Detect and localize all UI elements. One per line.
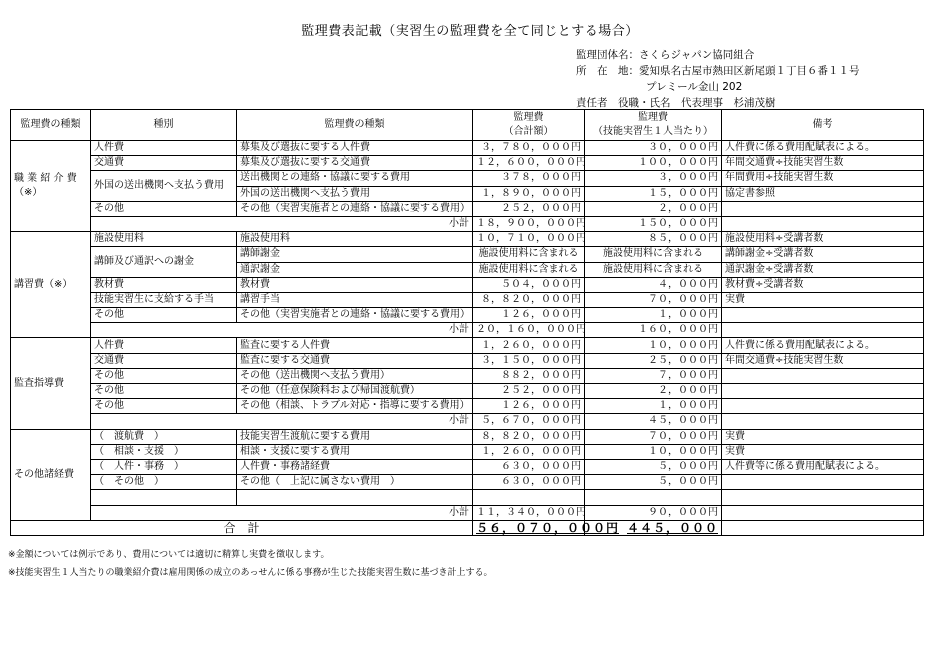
table-row	[11, 368, 924, 383]
table-row	[11, 444, 924, 459]
remarks-cell	[722, 201, 924, 216]
remarks-cell: 人件費に係る費用配賦表による。	[722, 338, 924, 353]
subtotal-label: 小計	[91, 216, 473, 231]
fee-kind-cell: 募集及び選抜に要する人件費	[237, 141, 473, 156]
subtotal-label: 小計	[91, 505, 473, 520]
table-row	[11, 338, 924, 353]
remarks-cell	[722, 308, 924, 323]
header-type: 種別	[91, 110, 237, 141]
grand-total-per-trainee: ４４５，０００	[585, 520, 722, 535]
subtotal-label: 小計	[91, 323, 473, 338]
total-amount-cell: 施設使用料に含まれる	[473, 262, 585, 277]
subtotal-per-trainee-cell: ４５，０００円	[585, 414, 722, 429]
remarks-cell: 実費	[722, 292, 924, 307]
table-row	[11, 171, 924, 186]
table-row	[11, 459, 924, 474]
per-trainee-amount-cell: ７０，０００円	[585, 292, 722, 307]
table-row	[11, 353, 924, 368]
fee-type-cell: 技能実習生に支給する手当	[91, 292, 237, 307]
fee-kind-cell: その他（実習実施者との連絡・協議に要する費用）	[237, 201, 473, 216]
per-trainee-amount-cell: 施設使用料に含まれる	[585, 247, 722, 262]
table-row	[11, 141, 924, 156]
fee-type-cell: その他	[91, 399, 237, 414]
org-name: 監理団体名：さくらジャパン協同組合	[576, 49, 755, 61]
subtotal-total-cell: ２０，１６０，０００円	[473, 323, 585, 338]
table-row	[11, 247, 924, 262]
fee-kind-cell: 外国の送出機関へ支払う費用	[237, 186, 473, 201]
fee-type-cell: 人件費	[91, 141, 237, 156]
total-amount-cell: ２５２，０００円	[473, 384, 585, 399]
subtotal-total-cell: ５，６７０，０００円	[473, 414, 585, 429]
table-row	[11, 384, 924, 399]
header-category: 監理費の種類	[11, 110, 91, 141]
fee-category-cell: 監査指導費	[11, 338, 91, 429]
subtotal-per-trainee-cell: １５０，０００円	[585, 216, 722, 231]
per-trainee-amount-cell: ５，０００円	[585, 475, 722, 490]
table-row	[11, 277, 924, 292]
table-row	[11, 429, 924, 444]
grand-total-amount: ５６，０７０，０００円	[473, 520, 585, 535]
per-trainee-amount-cell: １５，０００円	[585, 186, 722, 201]
per-trainee-amount-cell: 施設使用料に含まれる	[585, 262, 722, 277]
per-trainee-amount-cell: ５，０００円	[585, 459, 722, 474]
fee-type-cell: （ その他 ）	[91, 475, 237, 490]
per-trainee-amount-cell: ７，０００円	[585, 368, 722, 383]
fee-type-cell: （ 渡航費 ）	[91, 429, 237, 444]
total-amount-cell: １，８９０，０００円	[473, 186, 585, 201]
footnotes	[8, 546, 492, 582]
fee-kind-cell: 相談・支援に要する費用	[237, 444, 473, 459]
total-amount-cell: １，２６０，０００円	[473, 338, 585, 353]
fee-type-cell	[91, 490, 237, 505]
subtotal-per-trainee-cell: ９０，０００円	[585, 505, 722, 520]
table-row	[11, 156, 924, 171]
fee-type-cell: 教材費	[91, 277, 237, 292]
grand-total-row	[11, 520, 924, 535]
fee-type-cell: 講師及び通訳への謝金	[91, 247, 237, 277]
fee-kind-cell: 講師謝金	[237, 247, 473, 262]
total-amount-cell: ８８２，０００円	[473, 368, 585, 383]
table-row	[11, 490, 924, 505]
total-amount-cell: ８，８２０，０００円	[473, 292, 585, 307]
fee-kind-cell: 通訳謝金	[237, 262, 473, 277]
remarks-cell	[722, 216, 924, 231]
remarks-cell	[722, 384, 924, 399]
fee-type-cell: 人件費	[91, 338, 237, 353]
fee-type-cell: 交通費	[91, 156, 237, 171]
header-total: 監理費 （合計額）	[473, 110, 585, 141]
total-amount-cell: ５０４，０００円	[473, 277, 585, 292]
total-amount-cell: １２６，０００円	[473, 308, 585, 323]
footnote: ※技能実習生１人当たりの職業紹介費は雇用関係の成立のあっせんに係る事務が生じた技能実習生数に基づき計上する。	[8, 568, 493, 578]
total-amount-cell: ２５２，０００円	[473, 201, 585, 216]
total-amount-cell: １２６，０００円	[473, 399, 585, 414]
table-row	[11, 308, 924, 323]
header-kind: 監理費の種類	[237, 110, 473, 141]
remarks-cell: 年間費用÷技能実習生数	[722, 171, 924, 186]
subtotal-row	[11, 323, 924, 338]
table-row	[11, 399, 924, 414]
total-amount-cell: ３，１５０，０００円	[473, 353, 585, 368]
remarks-cell	[722, 490, 924, 505]
remarks-cell	[722, 414, 924, 429]
header-remarks: 備考	[722, 110, 924, 141]
fee-kind-cell: 教材費	[237, 277, 473, 292]
per-trainee-amount-cell: １０，０００円	[585, 444, 722, 459]
per-trainee-amount-cell: １，０００円	[585, 308, 722, 323]
total-amount-cell: １，２６０，０００円	[473, 444, 585, 459]
fee-type-cell: その他	[91, 384, 237, 399]
fee-category-cell: その他諸経費	[11, 429, 91, 520]
remarks-cell: 年間交通費÷技能実習生数	[722, 156, 924, 171]
per-trainee-amount-cell: １，０００円	[585, 399, 722, 414]
fee-kind-cell	[237, 490, 473, 505]
per-trainee-amount-cell: ２，０００円	[585, 384, 722, 399]
fee-type-cell: その他	[91, 201, 237, 216]
remarks-cell: 施設使用料÷受講者数	[722, 232, 924, 247]
fee-type-cell: （ 相談・支援 ）	[91, 444, 237, 459]
remarks-cell: 人件費に係る費用配賦表による。	[722, 141, 924, 156]
org-address-building: プレミール金山 202	[646, 81, 743, 93]
fee-kind-cell: その他（ 上記に属さない費用 ）	[237, 475, 473, 490]
fee-kind-cell: その他（送出機関へ支払う費用）	[237, 368, 473, 383]
subtotal-row	[11, 505, 924, 520]
fee-type-cell: 外国の送出機関へ支払う費用	[91, 171, 237, 201]
per-trainee-amount-cell	[585, 490, 722, 505]
remarks-cell	[722, 368, 924, 383]
subtotal-row	[11, 414, 924, 429]
per-trainee-amount-cell: ３０，０００円	[585, 141, 722, 156]
per-trainee-amount-cell: １０，０００円	[585, 338, 722, 353]
fee-kind-cell: その他（任意保険料および帰国渡航費）	[237, 384, 473, 399]
remarks-cell	[722, 399, 924, 414]
total-amount-cell: ３，７８０，０００円	[473, 141, 585, 156]
table-row	[11, 201, 924, 216]
total-amount-cell: 施設使用料に含まれる	[473, 247, 585, 262]
remarks-cell	[722, 520, 924, 535]
org-address: 所 在 地：愛知県名古屋市熱田区新尾頭１丁目６番１１号	[576, 65, 860, 77]
org-responsible-person: 責任者 役職・氏名 代表理事 杉浦茂樹	[576, 97, 776, 109]
fee-kind-cell: 監査に要する人件費	[237, 338, 473, 353]
per-trainee-amount-cell: ８５，０００円	[585, 232, 722, 247]
remarks-cell	[722, 475, 924, 490]
table-row	[11, 475, 924, 490]
fee-category-cell: 職 業 紹 介 費 （※）	[11, 141, 91, 232]
subtotal-total-cell: １８，９００，０００円	[473, 216, 585, 231]
remarks-cell: 講師謝金÷受講者数	[722, 247, 924, 262]
fee-category-cell: 講習費（※）	[11, 232, 91, 338]
subtotal-per-trainee-cell: １６０，０００円	[585, 323, 722, 338]
remarks-cell: 実費	[722, 429, 924, 444]
total-amount-cell: １０，７１０，０００円	[473, 232, 585, 247]
per-trainee-amount-cell: ２，０００円	[585, 201, 722, 216]
remarks-cell: 年間交通費÷技能実習生数	[722, 353, 924, 368]
fee-kind-cell: 人件費・事務諸経費	[237, 459, 473, 474]
table-header-row	[11, 110, 924, 141]
per-trainee-amount-cell: ３，０００円	[585, 171, 722, 186]
remarks-cell	[722, 505, 924, 520]
total-amount-cell: ６３０，０００円	[473, 475, 585, 490]
subtotal-label: 小計	[91, 414, 473, 429]
fee-kind-cell: その他（実習実施者との連絡・協議に要する費用）	[237, 308, 473, 323]
remarks-cell	[722, 323, 924, 338]
fee-type-cell: 交通費	[91, 353, 237, 368]
per-trainee-amount-cell: ４，０００円	[585, 277, 722, 292]
total-amount-cell	[473, 490, 585, 505]
total-amount-cell: ８，８２０，０００円	[473, 429, 585, 444]
subtotal-total-cell: １１，３４０，０００円	[473, 505, 585, 520]
page-title: 監理費表記載（実習生の監理費を全て同じとする場合）	[301, 24, 639, 39]
organization-info	[576, 47, 860, 111]
footnote: ※金額については例示であり、費用については適切に精算し実費を徴収します。	[8, 550, 330, 560]
fee-kind-cell: 監査に要する交通費	[237, 353, 473, 368]
table-row	[11, 232, 924, 247]
total-amount-cell: ６３０，０００円	[473, 459, 585, 474]
fee-kind-cell: 送出機関との連絡・協議に要する費用	[237, 171, 473, 186]
fee-kind-cell: 施設使用料	[237, 232, 473, 247]
fee-kind-cell: その他（相談、トラブル対応・指導に要する費用）	[237, 399, 473, 414]
remarks-cell: 人件費等に係る費用配賦表による。	[722, 459, 924, 474]
fee-type-cell: その他	[91, 368, 237, 383]
per-trainee-amount-cell: ２５，０００円	[585, 353, 722, 368]
per-trainee-amount-cell: １００，０００円	[585, 156, 722, 171]
supervision-fee-table	[10, 109, 924, 536]
remarks-cell: 通訳謝金÷受講者数	[722, 262, 924, 277]
remarks-cell: 実費	[722, 444, 924, 459]
grand-total-label: 合 計	[11, 520, 473, 535]
fee-type-cell: 施設使用料	[91, 232, 237, 247]
per-trainee-amount-cell: ７０，０００円	[585, 429, 722, 444]
fee-kind-cell: 技能実習生渡航に要する費用	[237, 429, 473, 444]
remarks-cell: 教材費÷受講者数	[722, 277, 924, 292]
fee-kind-cell: 募集及び選抜に要する交通費	[237, 156, 473, 171]
header-per-trainee: 監理費 （技能実習生１人当たり）	[585, 110, 722, 141]
total-amount-cell: １２，６００，０００円	[473, 156, 585, 171]
subtotal-row	[11, 216, 924, 231]
total-amount-cell: ３７８，０００円	[473, 171, 585, 186]
fee-type-cell: （ 人件・事務 ）	[91, 459, 237, 474]
remarks-cell: 協定書参照	[722, 186, 924, 201]
table-row	[11, 292, 924, 307]
fee-type-cell: その他	[91, 308, 237, 323]
fee-kind-cell: 講習手当	[237, 292, 473, 307]
